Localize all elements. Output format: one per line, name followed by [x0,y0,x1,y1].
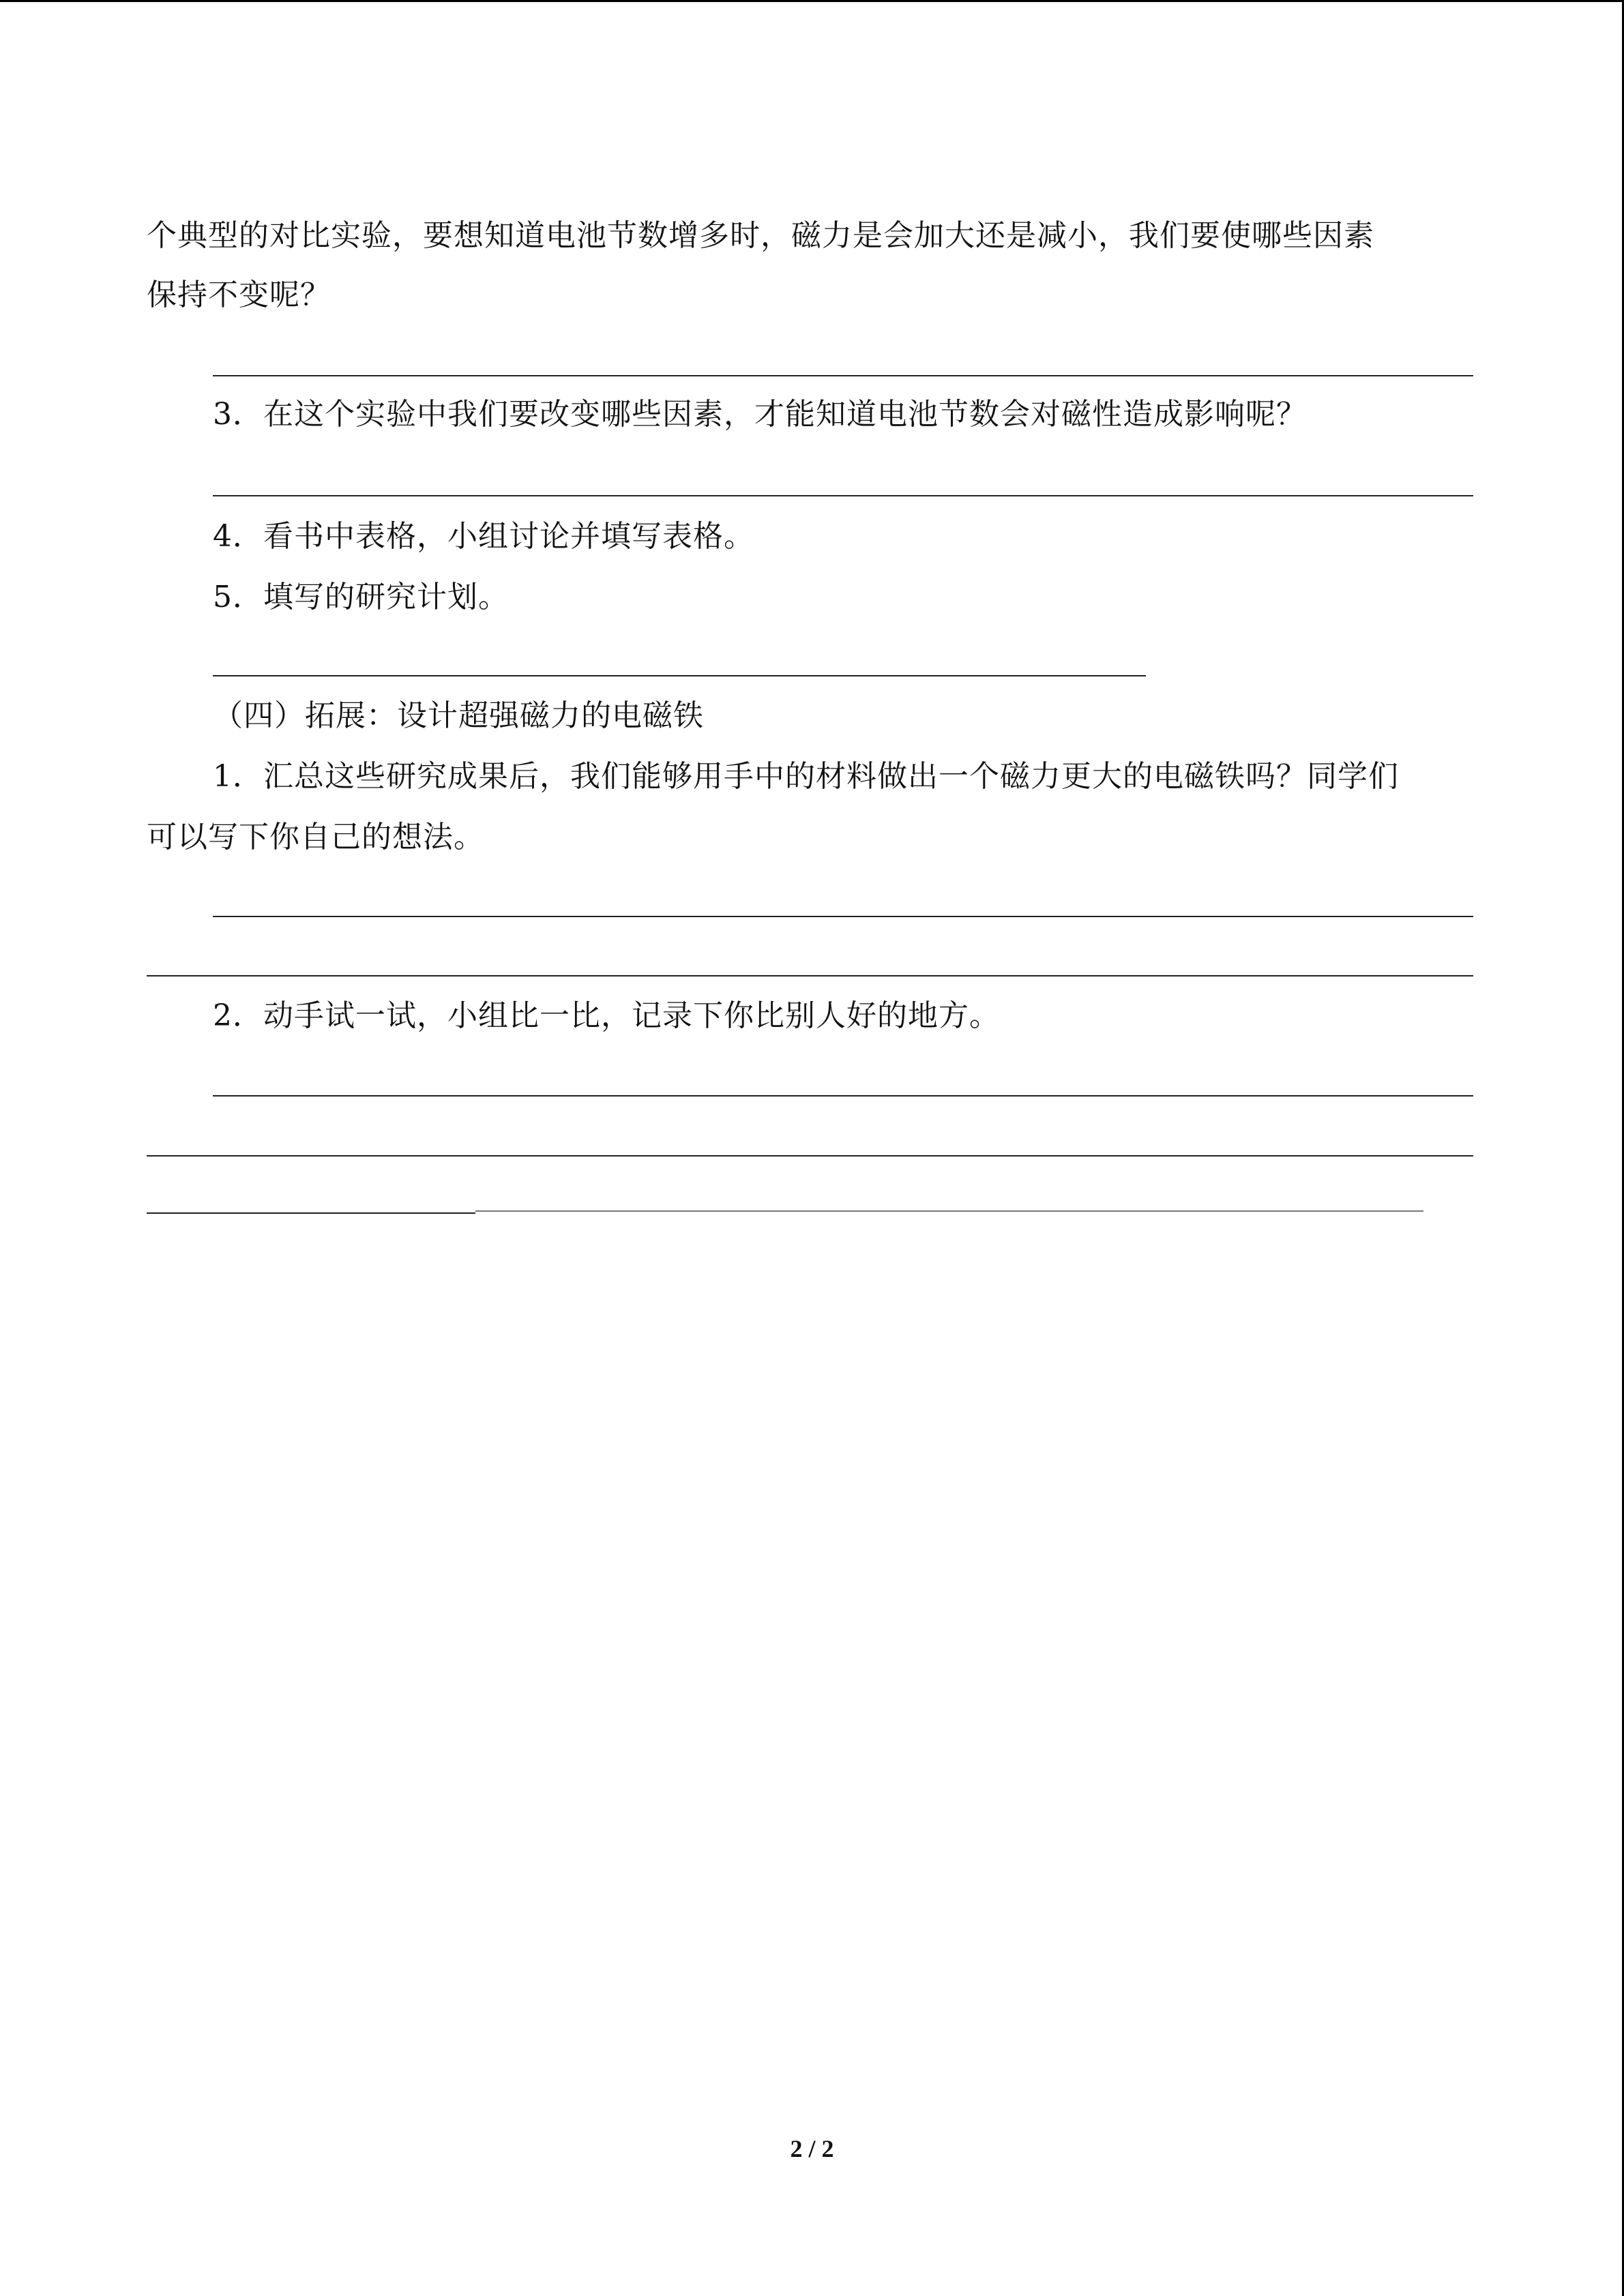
question-5: 5．填写的研究计划。 [213,580,509,614]
question-4: 4．看书中表格，小组讨论并填写表格。 [213,519,754,554]
answer-line-4[interactable] [213,916,1473,917]
extension-question-2: 2．动手试一试，小组比一比，记录下你比别人好的地方。 [213,998,1000,1033]
paragraph-line-2: 保持不变呢？ [147,278,331,312]
answer-line-6[interactable] [213,1095,1473,1097]
page-number: 2 / 2 [790,2135,834,2162]
answer-line-1[interactable] [213,375,1473,376]
answer-line-8a[interactable] [147,1212,475,1214]
extension-question-1: 1．汇总这些研究成果后，我们能够用手中的材料做出一个磁力更大的电磁铁吗？同学们 [213,759,1399,794]
extension-question-1-cont: 可以写下你自己的想法。 [147,820,484,854]
answer-line-2[interactable] [213,495,1473,496]
question-3: 3．在这个实验中我们要改变哪些因素，才能知道电池节数会对磁性造成影响呢？ [213,397,1307,432]
paragraph-line-1: 个典型的对比实验，要想知道电池节数增多时，磁力是会加大还是减小，我们要使哪些因素 [147,218,1374,253]
answer-line-7[interactable] [147,1155,1473,1157]
section-heading: （四）拓展：设计超强磁力的电磁铁 [213,698,704,733]
answer-line-3[interactable] [213,675,1146,676]
answer-line-5[interactable] [147,975,1473,976]
answer-line-8b[interactable] [475,1210,1423,1212]
